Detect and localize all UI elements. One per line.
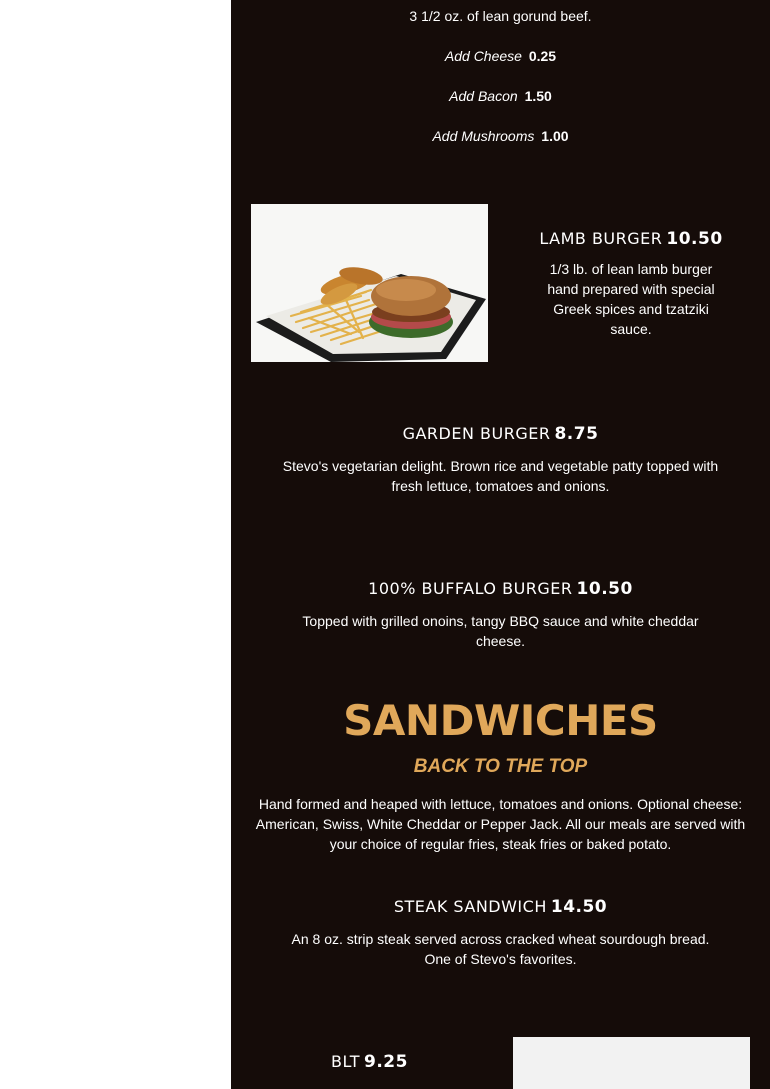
- garden-burger-description: Stevo's vegetarian delight. Brown rice and vegetable patty topped with fresh lettuce, tomatoes and onions.: [282, 458, 719, 494]
- previous-item-description: 3 1/2 oz. of lean gorund beef.: [409, 8, 592, 24]
- addon-label: Add Cheese: [444, 48, 522, 64]
- addon-mushrooms: [231, 126, 770, 146]
- item-price: 8.75: [554, 424, 599, 444]
- steak-sandwich-description-1: An 8 oz. strip steak served across cracked wheat sourdough bread.: [291, 931, 710, 947]
- item-price: 10.50: [666, 229, 723, 249]
- steak-sandwich-title: [231, 895, 770, 919]
- addon-cheese: [231, 46, 770, 66]
- buffalo-burger-description: Topped with grilled onoins, tangy BBQ sauce and white cheddar cheese.: [302, 613, 699, 649]
- back-to-top-link[interactable]: BACK TO THE TOP: [413, 756, 588, 777]
- item-price: 9.25: [364, 1052, 408, 1072]
- steak-sandwich-description-2: One of Stevo's favorites.: [424, 951, 577, 967]
- blt-photo: [513, 1037, 750, 1089]
- addon-price: 0.25: [528, 48, 557, 64]
- sandwiches-intro: Hand formed and heaped with lettuce, tomatoes and onions. Optional cheese: American, Swiss, White Cheddar or Pepper Jack. All our meals are served with your choice of regular fries, steak fries or baked potato.: [255, 796, 746, 852]
- lamb-burger-item: [528, 227, 734, 339]
- menu-content: [231, 0, 770, 1089]
- lamb-burger-title: [528, 227, 734, 251]
- item-price: 14.50: [550, 897, 608, 917]
- item-name: 100% BUFFALO BURGER: [368, 579, 573, 598]
- blt-title: [251, 1050, 488, 1074]
- garden-burger-title: [231, 422, 770, 446]
- addon-price: 1.50: [524, 88, 552, 104]
- section-title-sandwiches: SANDWICHES: [343, 696, 658, 745]
- addon-bacon: [231, 86, 770, 106]
- item-name: STEAK SANDWICH: [393, 897, 547, 916]
- buffalo-burger-title: [231, 577, 770, 601]
- burger-basket-image: [251, 204, 488, 362]
- lamb-burger-photo: [251, 204, 488, 362]
- addon-label: Add Bacon: [449, 88, 518, 104]
- back-to-top-wrap: [231, 754, 770, 780]
- left-sidebar: [0, 0, 231, 1089]
- addon-label: Add Mushrooms: [432, 128, 535, 144]
- addon-price: 1.00: [541, 128, 569, 144]
- item-price: 10.50: [576, 579, 633, 599]
- item-name: LAMB BURGER: [539, 229, 663, 248]
- lamb-burger-description: 1/3 lb. of lean lamb burger hand prepared with special Greek spices and tzatziki sauce.: [547, 261, 715, 337]
- item-name: GARDEN BURGER: [402, 424, 551, 443]
- item-name: BLT: [331, 1052, 360, 1071]
